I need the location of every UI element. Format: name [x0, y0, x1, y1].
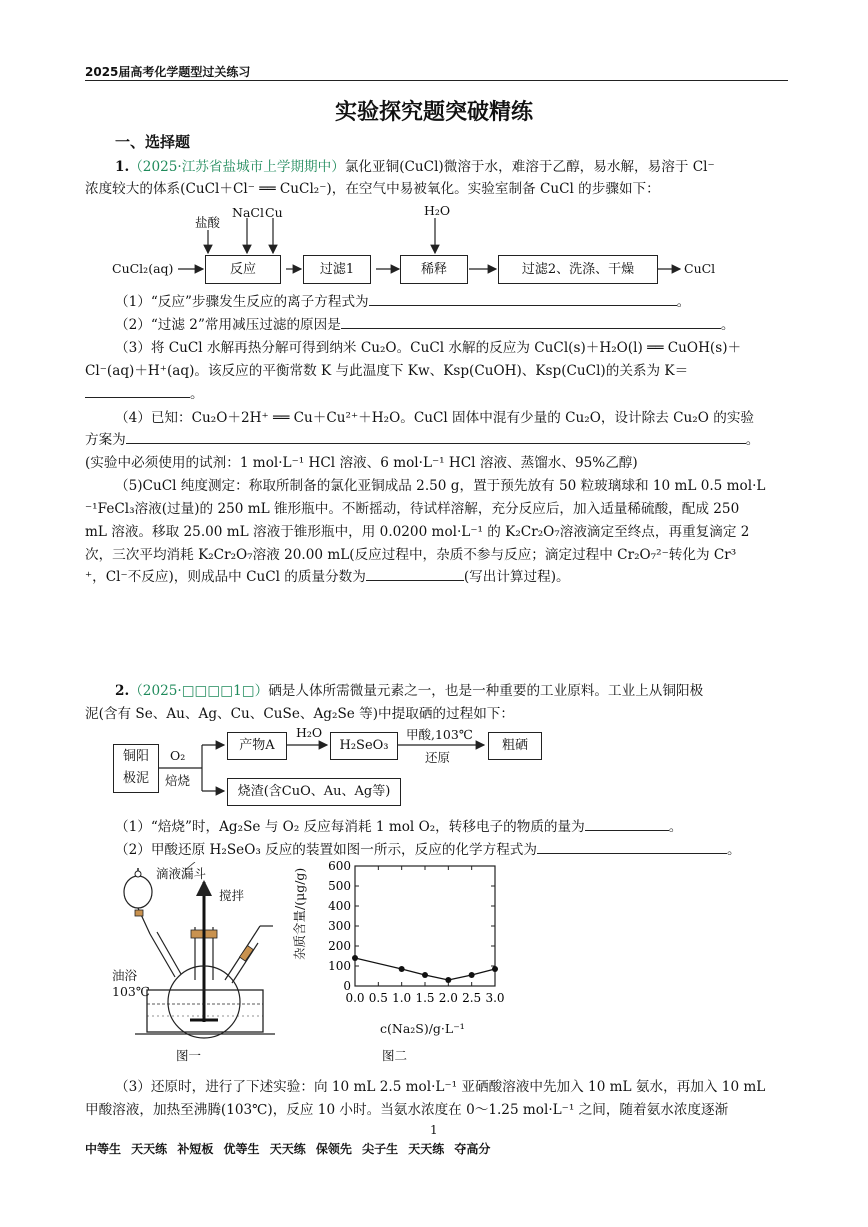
y-tick-label: 0	[343, 979, 351, 993]
q1-part4-line2: 方案为 。	[85, 432, 760, 448]
q1-flow-box-reaction: 反应	[205, 255, 281, 284]
q2-intro-text: 硒是人体所需微量元素之一，也是一种重要的工业原料。工业上从铜阳极	[268, 683, 704, 699]
impurity-data-point	[492, 966, 498, 972]
x-tick-label: 2.0	[438, 991, 458, 1005]
impurity-data-point	[422, 972, 428, 978]
q2-flow-water: H₂O	[296, 725, 323, 740]
q2-flow-box-anode-slime: 铜阳 极泥	[113, 744, 159, 793]
q1-flow-add-nacl: NaCl	[232, 205, 264, 220]
q1-part5-line4: 次，三次平均消耗 K₂Cr₂O₇溶液 20.00 mL(反应过程中，杂质不参与反应；滴定过程中 Cr₂O₇²⁻转化为 Cr³	[85, 547, 737, 563]
label-oil-bath: 油浴	[112, 968, 138, 983]
page-title: 实验探究题突破精练	[334, 100, 533, 125]
q2-source: （2025·□□□□1□）	[129, 683, 269, 699]
q2-flow-o2: O₂	[170, 748, 186, 763]
impurity-data-point	[352, 955, 358, 961]
q2-flow-reduce: 还原	[425, 750, 451, 765]
q1-flow-box-filter2: 过滤2、洗涤、干燥	[498, 255, 658, 284]
label-stirring: 搅拌	[219, 888, 245, 903]
q2-flow-box-crude-se: 粗硒	[488, 732, 542, 760]
x-tick-label: 0.0	[345, 991, 365, 1005]
q1-part4-line1: （4）已知：Cu₂O＋2H⁺ ══ Cu＋Cu²⁺＋H₂O。CuCl 固体中混有少量的 Cu₂O，设计除去 Cu₂O 的实验	[115, 410, 755, 426]
q2-flow-box-residue: 烧渣(含CuO、Au、Ag等)	[227, 778, 401, 806]
impurity-chart-svg	[290, 858, 510, 1038]
q2-part1: （1）“焙烧”时，Ag₂Se 与 O₂ 反应每消耗 1 mol O₂，转移电子的物质的量为 。	[115, 819, 683, 835]
y-tick-label: 500	[328, 879, 351, 893]
header-rule	[85, 80, 788, 81]
q2-flow-box-h2seo3: H₂SeO₃	[330, 732, 398, 760]
x-tick-label: 2.5	[462, 991, 482, 1005]
q1-part5-line2: ⁻¹FeCl₃溶液(过量)的 250 mL 锥形瓶中。不断摇动，待试样溶解，充分反应后，加入适量稀硫酸，配成 250	[85, 501, 740, 517]
x-tick-label: 3.0	[485, 991, 505, 1005]
y-tick-label: 100	[328, 959, 351, 973]
x-tick-label: 0.5	[368, 991, 388, 1005]
x-tick-label: 1.5	[415, 991, 435, 1005]
q2-intro-line1	[115, 681, 703, 701]
page-number: 1	[430, 1123, 438, 1137]
q1-part2: （2）“过滤 2”常用减压过滤的原因是 。	[115, 317, 735, 333]
y-tick-label: 400	[328, 899, 351, 913]
q1-flow-add-water: H₂O	[424, 203, 451, 218]
q2-flow-box-product-a: 产物A	[227, 732, 287, 760]
footer-slogan: 中等生 天天练 补短板 优等生 天天练 保领先 尖子生 天天练 夺高分	[85, 1142, 491, 1156]
q1-flow-end: CuCl	[684, 261, 716, 276]
q1-flow-box-filter1: 过滤1	[303, 255, 371, 284]
q1-part4-note: (实验中必须使用的试剂：1 mol·L⁻¹ HCl 溶液、6 mol·L⁻¹ HCl 溶液、蒸馏水、95%乙醇)	[85, 455, 638, 471]
q1-source: （2025·江苏省盐城市上学期期中）	[129, 159, 345, 175]
apparatus-drawing	[105, 862, 285, 1042]
running-header: 2025届高考化学题型过关练习	[85, 65, 251, 79]
label-bath-temp: 103℃	[112, 984, 150, 999]
chart-y-axis-label: 杂质含量/(μg/g)	[292, 867, 307, 960]
q1-part3-line2: Cl⁻(aq)＋H⁺(aq)。该反应的平衡常数 K 与此温度下 Kw、Ksp(CuOH)、Ksp(CuCl)的关系为 K＝	[85, 363, 689, 379]
q1-part5-line3: mL 溶液。移取 25.00 mL 溶液于锥形瓶中，用 0.0200 mol·L⁻¹ 的 K₂Cr₂O₇溶液滴定至终点，再重复滴定 2	[85, 524, 750, 540]
q2-part3-line2: 甲酸溶液，加热至沸腾(103℃)，反应 10 小时。当氨水浓度在 0～1.25 mol·L⁻¹ 之间，随着氨水浓度逐渐	[85, 1102, 729, 1118]
q2-flow-condition: 甲酸,103℃	[406, 727, 473, 742]
q2-intro-line2: 泥(含有 Se、Au、Ag、Cu、CuSe、Ag₂Se 等)中提取硒的过程如下：	[85, 706, 514, 722]
q2-part2: （2）甲酸还原 H₂SeO₃ 反应的装置如图一所示，反应的化学方程式为 。	[115, 842, 741, 858]
impurity-data-point	[399, 966, 405, 972]
x-tick-label: 1.0	[392, 991, 412, 1005]
q1-part5-line5: ⁺，Cl⁻不反应)，则成品中 CuCl 的质量分数为 (写出计算过程)。	[85, 569, 570, 585]
q1-part3-line1: （3）将 CuCl 水解再热分解可得到纳米 Cu₂O。CuCl 水解的反应为 CuCl(s)＋H₂O(l) ══ CuOH(s)＋	[115, 340, 742, 356]
q1-flow-box-dilute: 稀释	[400, 255, 468, 284]
q1-flow-add-hcl: 盐酸	[195, 215, 221, 230]
section-heading: 一、选择题	[115, 133, 191, 151]
q2-part3-line1: （3）还原时，进行了下述实验：向 10 mL 2.5 mol·L⁻¹ 亚硒酸溶液中先加入 10 mL 氨水，再加入 10 mL	[115, 1079, 766, 1095]
q1-part5-line1: （5)CuCl 纯度测定：称取所制备的氯化亚铜成品 2.50 g，置于预先放有 50 粒玻璃球和 10 mL 0.5 mol·L	[115, 478, 766, 494]
q1-part1: （1）“反应”步骤发生反应的离子方程式为 。	[115, 294, 691, 310]
q1-intro-text: 氯化亚铜(CuCl)微溶于水，难溶于乙醇，易水解，易溶于 Cl⁻	[344, 159, 715, 175]
figure2-caption: 图二	[382, 1048, 408, 1063]
q1-part3-blank: 。	[85, 384, 204, 404]
y-tick-label: 200	[328, 939, 351, 953]
label-dropping-funnel: 滴液漏斗	[156, 866, 207, 881]
q2-number: 2.	[115, 683, 130, 699]
q1-flow-add-cu: Cu	[265, 205, 283, 220]
q1-intro-line1	[115, 157, 715, 177]
q1-flow-start: CuCl₂(aq)	[112, 261, 174, 276]
y-tick-label: 600	[328, 859, 351, 873]
figure1-caption: 图一	[176, 1048, 202, 1063]
chart-frame	[355, 866, 495, 986]
q2-flow-roast: 焙烧	[165, 773, 191, 788]
chart-x-axis-label: c(Na₂S)/g·L⁻¹	[380, 1021, 465, 1036]
impurity-data-point	[469, 972, 475, 978]
q1-intro-line2: 浓度较大的体系(CuCl＋Cl⁻ ══ CuCl₂⁻)，在空气中易被氧化。实验室制备 CuCl 的步骤如下：	[85, 181, 660, 197]
y-tick-label: 300	[328, 919, 351, 933]
impurity-data-point	[445, 977, 451, 983]
q1-number: 1.	[115, 159, 130, 175]
